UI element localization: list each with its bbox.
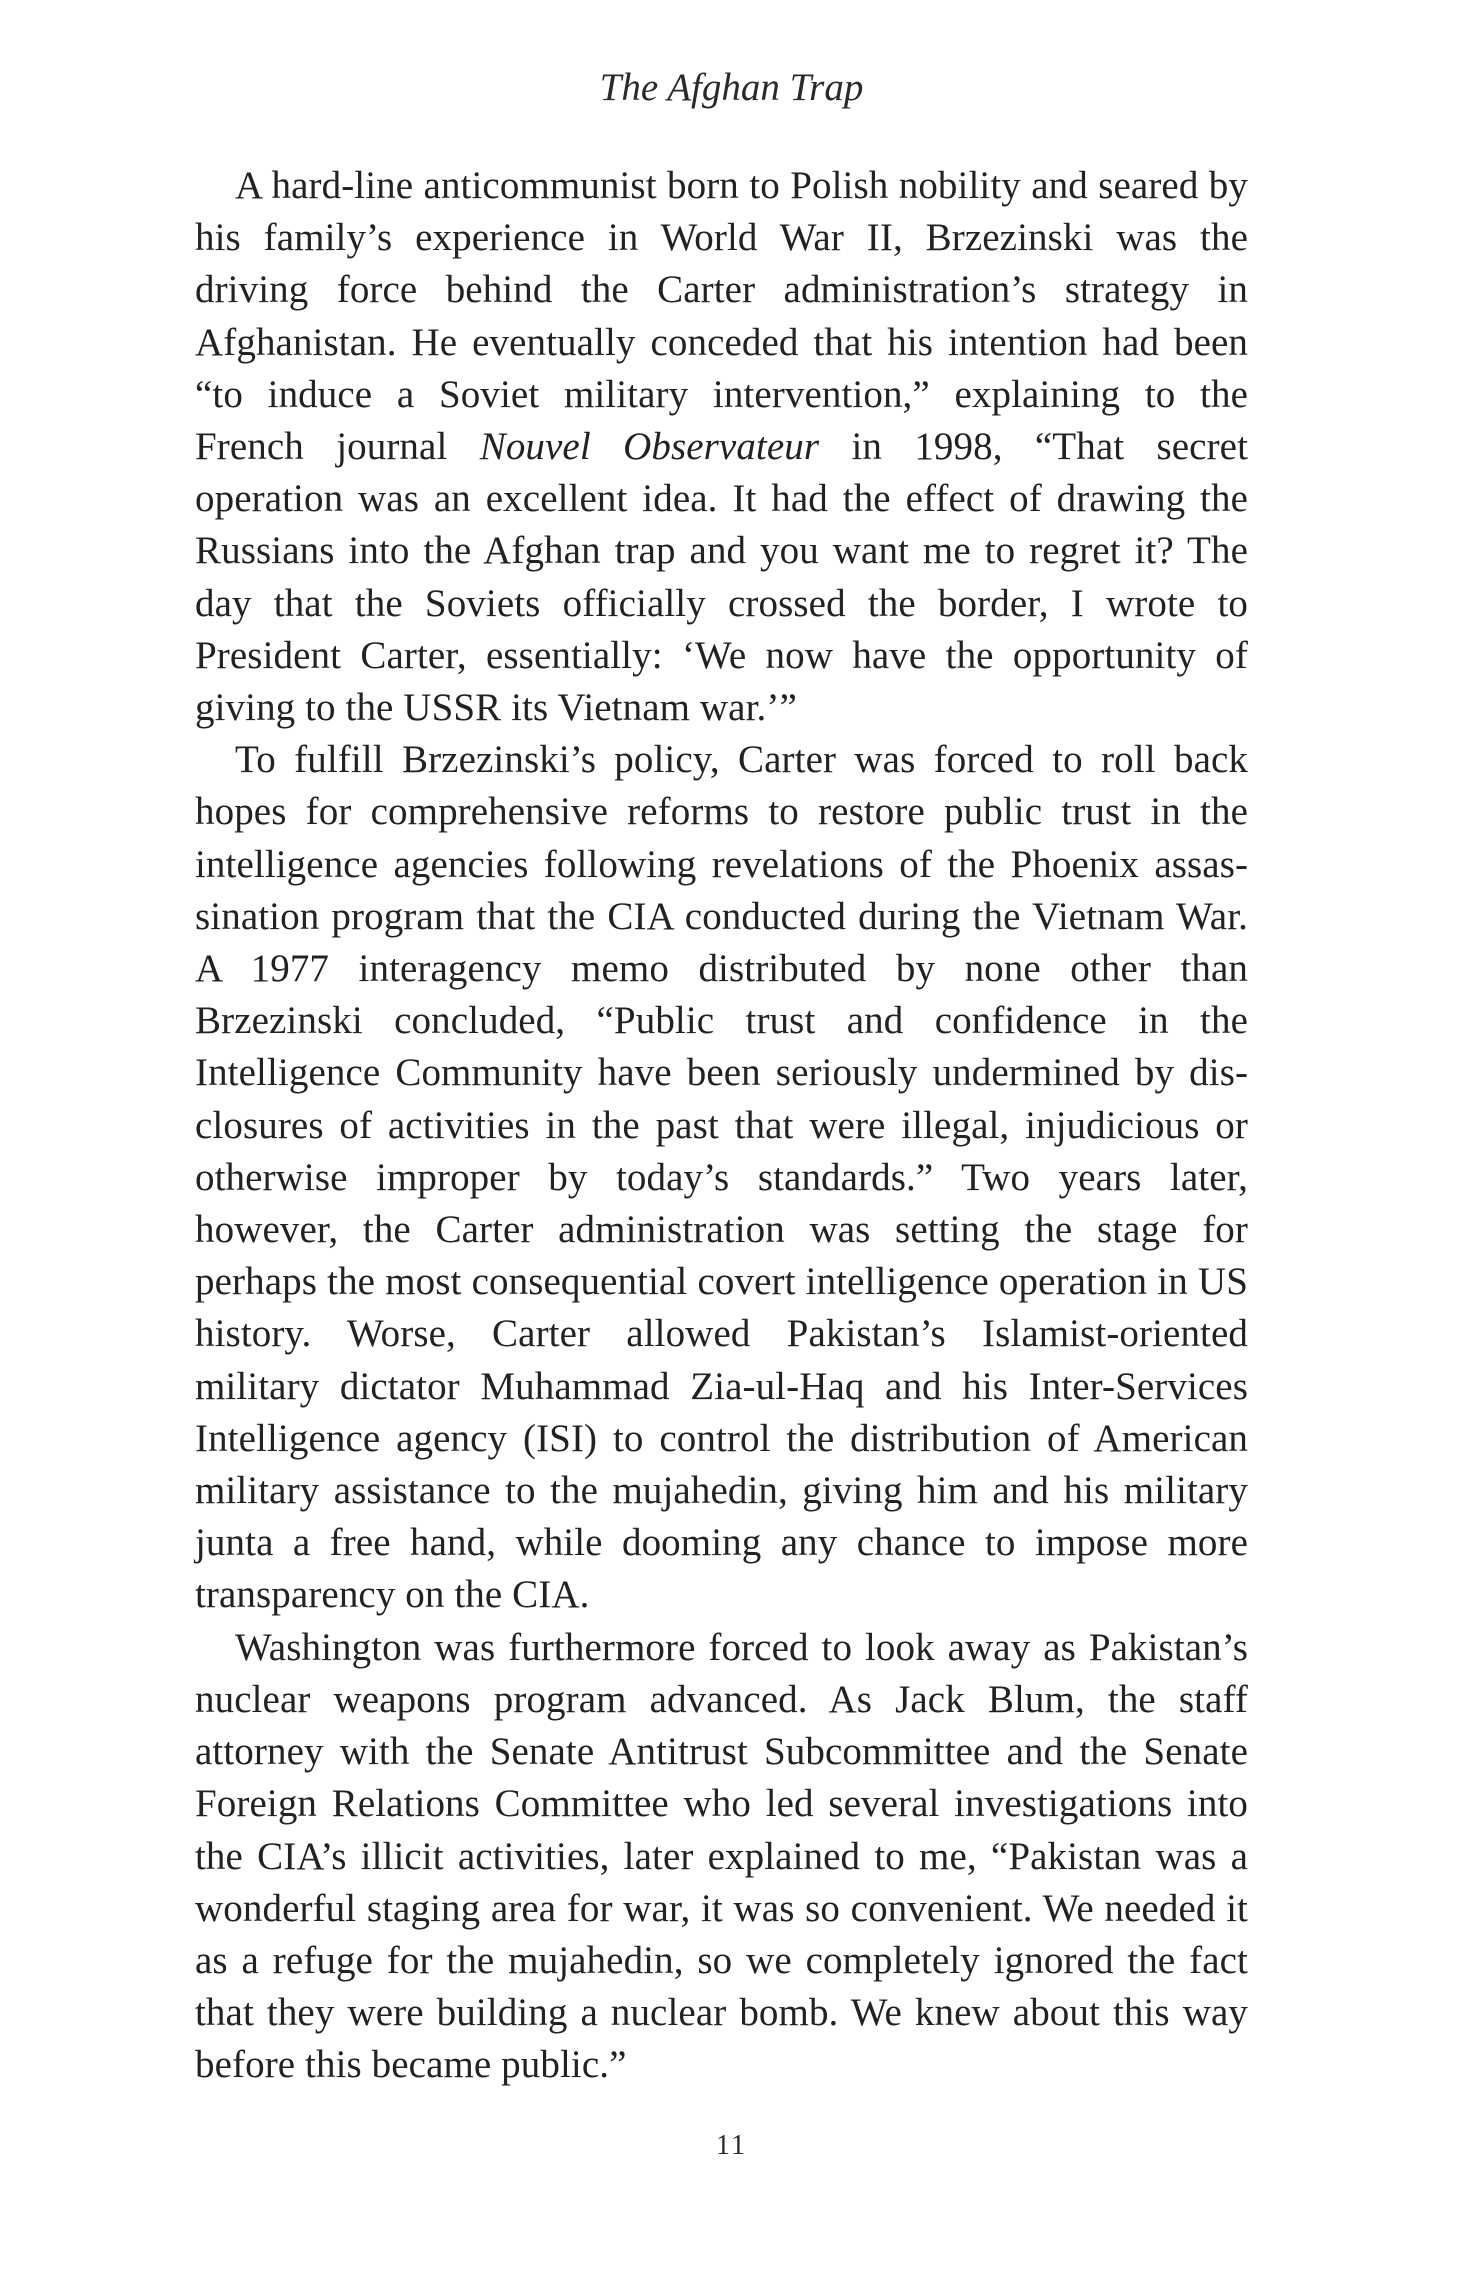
body-text [195,160,1248,2092]
paragraph-2: To fulfill Brzezinski’s policy, Carter was forced to roll back hopes for comprehensive reforms to restore public trust in the intelligence agencies following revelations of the Phoenix assassination program that the CIA conducted during the Vietnam War. A 1977 interagency memo distributed by none other than Brzezinski concluded, “Public trust and confidence in the Intelligence Community have been seriously undermined by disclosures of activities in the past that were illegal, injudicious or otherwise improper by today’s standards.” Two years later, however, the Carter administration was setting the stage for perhaps the most consequential covert intelligence operation in US history. Worse, Carter allowed Pakistan’s Islamist-oriented military dictator Muhammad Zia-ul-Haq and his Inter-Services Intelligence agency (ISI) to control the distribution of American military assistance to the mujahedin, giving him and his military junta a free hand, while dooming any chance to impose more transparency on the CIA. [195,738,1248,1617]
paragraph-1-text-start: A hard-line anticommunist born to Polish nobility and seared by his family’s experience in World War II, Brzezinski was the driving force behind the Carter administration’s strategy in Afghanistan. He eventually conceded that his intention had been “to induce a Soviet military intervention,” explaining to the French journal [195,164,1248,469]
page-number: 11 [716,2130,747,2161]
running-head-title: The Afghan Trap [599,66,864,109]
paragraph-3: Washington was furthermore forced to look away as Pakistan’s nuclear weapons program advanced. As Jack Blum, the staff attorney with the Senate Antitrust Subcommittee and the Senate Foreign Relations Committee who led several investigations into the CIA’s illicit activities, later explained to me, “Pakistan was a wonderful staging area for war, it was so convenient. We needed it as a refuge for the mujahedin, so we completely ignored the fact that they were building a nuclear bomb. We knew about this way before this became public.” [195,1625,1248,2087]
journal-title: Nouvel Observateur [479,425,820,469]
paragraph-1-text-end: in 1998, “That secret operation was an excellent idea. It had the effect of drawing the Russians into the Afghan trap and you want me to regret it? The day that the Soviets officially crossed the border, I wrote to President Carter, essentially: ‘We now have the opportunity of giving to the USSR its Vietnam war.’” [195,425,1249,730]
paragraph-1 [195,160,1248,734]
